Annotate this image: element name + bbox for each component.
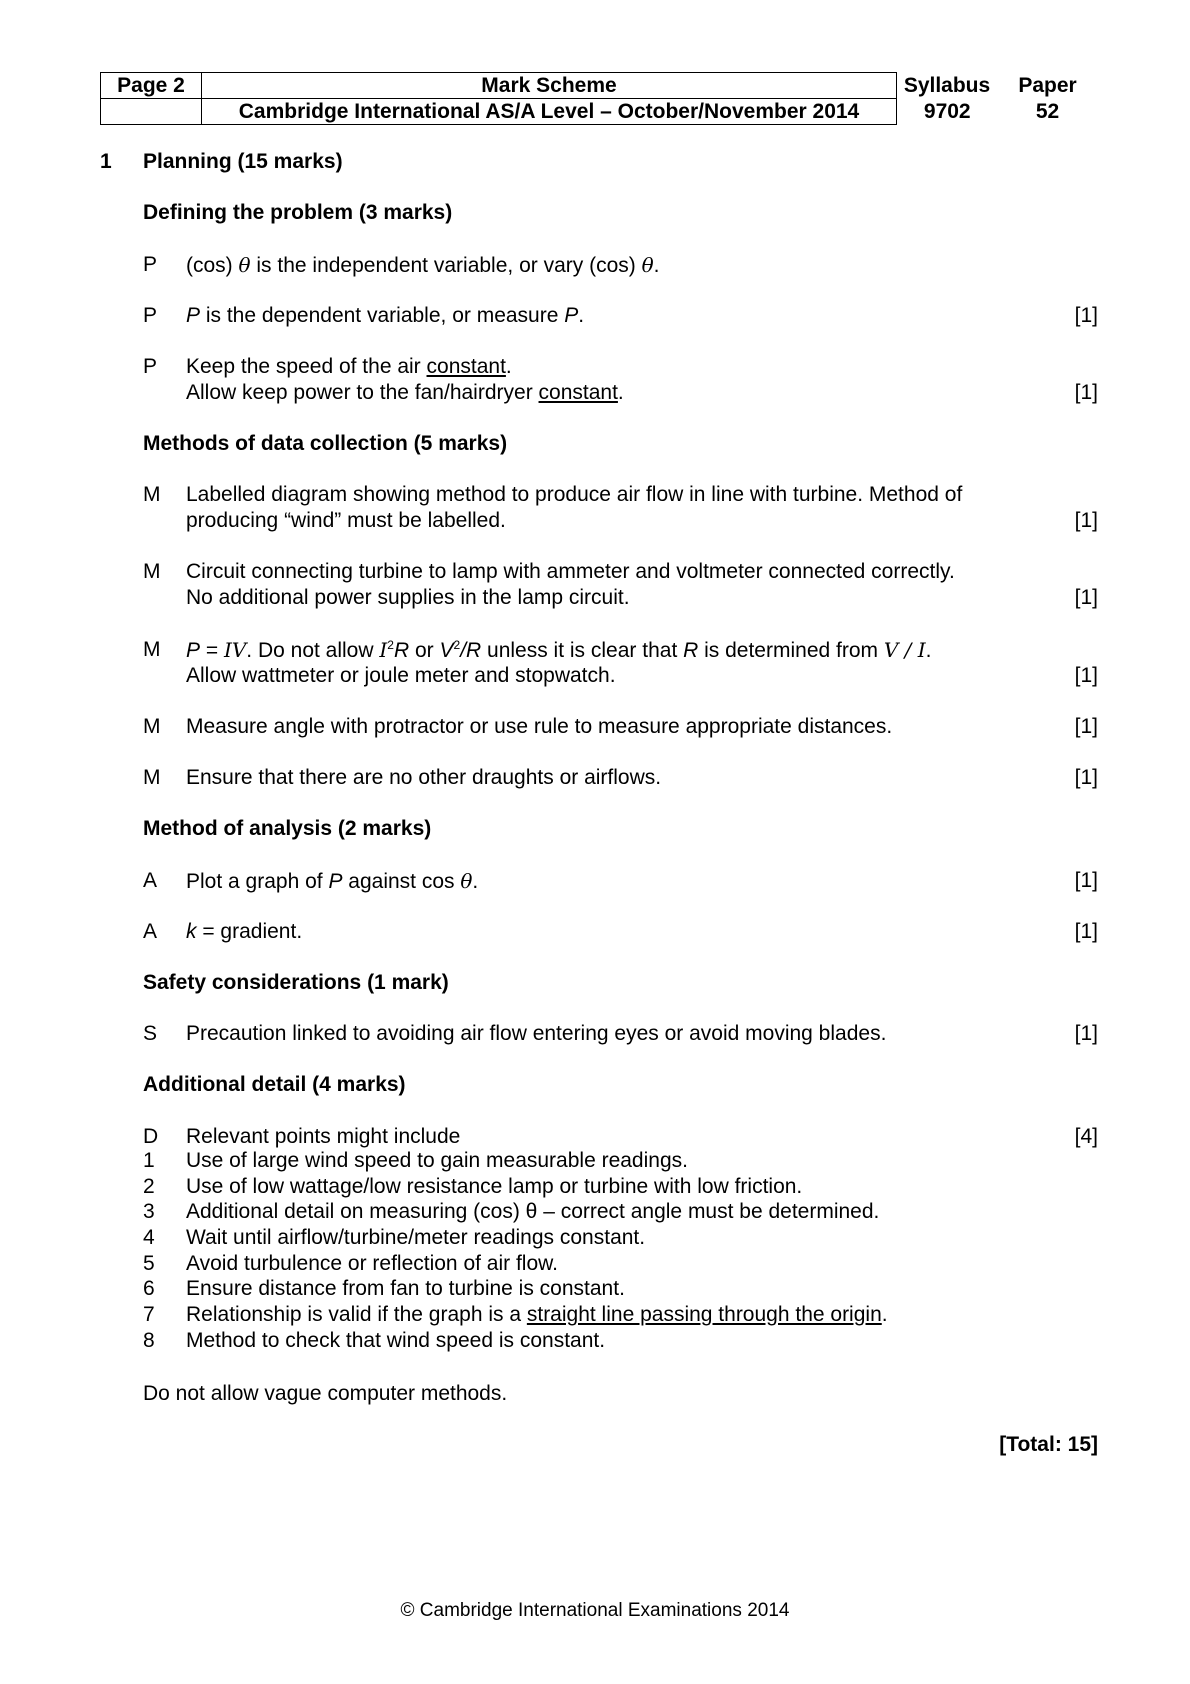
paper-value: 52 [1035, 100, 1060, 123]
item-code: P [143, 304, 158, 327]
item-text: P = IV. Do not allow $I^2R$ or $V^2/R$ unless it is clear that R is determined from V / I. [186, 638, 932, 662]
section-heading-methods: Methods of data collection (5 marks) [143, 432, 508, 455]
list-item: 2 Use of low wattage/low resistance lamp or turbine with low friction. [143, 1174, 803, 1198]
mark-value: [1] [1074, 715, 1098, 738]
header-empty-cell [101, 99, 202, 125]
item-text: Allow keep power to the fan/hairdryer constant. [186, 381, 624, 404]
header-table [100, 72, 1098, 125]
item-text: P is the dependent variable, or measure P. [186, 304, 585, 327]
item-code: S [143, 1022, 158, 1045]
list-item: 1 Use of large wind speed to gain measurable readings. [143, 1149, 688, 1172]
syllabus-value: 9702 [923, 100, 971, 123]
item-text: Plot a graph of P against cos θ. [186, 869, 479, 893]
list-item: 7 Relationship is valid if the graph is a straight line passing through the origin. [143, 1303, 888, 1327]
list-item: 5 Avoid turbulence or reflection of air flow. [143, 1251, 558, 1275]
item-code: M [143, 638, 161, 661]
mark-value: [1] [1074, 1022, 1098, 1045]
item-text: Labelled diagram showing method to produce air flow in line with turbine. Method of [186, 483, 963, 506]
mark-value: [1] [1074, 869, 1098, 892]
item-code: M [143, 766, 161, 789]
item-code: D [143, 1125, 159, 1148]
item-text: Keep the speed of the air constant. [186, 355, 512, 378]
item-text: producing “wind” must be labelled. [186, 509, 506, 532]
section-heading-defining: Defining the problem (3 marks) [143, 201, 453, 224]
item-code: M [143, 560, 161, 583]
mark-value: [1] [1074, 304, 1098, 327]
footer-copyright: © Cambridge International Examinations 2014 [400, 1600, 790, 1621]
list-item: 8 Method to check that wind speed is constant. [143, 1328, 606, 1352]
section-heading-analysis: Method of analysis (2 marks) [143, 817, 432, 840]
mark-value: [1] [1074, 509, 1098, 532]
item-code: P [143, 253, 158, 276]
item-code: M [143, 715, 161, 738]
item-code: A [143, 920, 158, 943]
list-item: 4 Wait until airflow/turbine/meter readings constant. [143, 1226, 646, 1250]
item-code: M [143, 483, 161, 506]
list-item: 3 Additional detail on measuring (cos) θ – correct angle must be determined. [143, 1200, 880, 1224]
section-heading-additional: Additional detail (4 marks) [143, 1073, 406, 1096]
header-title: Mark Scheme [202, 73, 897, 99]
item-text: Precaution linked to avoiding air flow entering eyes or avoid moving blades. [186, 1022, 887, 1045]
page-number: Page 2 [101, 73, 202, 99]
paper-label: Paper [1018, 74, 1077, 97]
header-subtitle: Cambridge International AS/A Level – October/November 2014 [202, 99, 897, 125]
section-heading-safety: Safety considerations (1 mark) [143, 971, 449, 994]
item-text: (cos) θ is the independent variable, or vary (cos) θ. [186, 253, 660, 277]
list-item: 6 Ensure distance from fan to turbine is constant. [143, 1277, 625, 1301]
note-text: Do not allow vague computer methods. [143, 1382, 508, 1405]
item-text: Relevant points might include [186, 1125, 461, 1148]
item-text: k = gradient. [186, 920, 303, 943]
syllabus-label: Syllabus [903, 74, 991, 97]
item-code: A [143, 869, 158, 892]
item-text: Circuit connecting turbine to lamp with ammeter and voltmeter connected correctly. [186, 560, 955, 583]
item-code: P [143, 355, 158, 378]
total-marks: [Total: 15] [999, 1433, 1098, 1456]
mark-value: [1] [1074, 920, 1098, 943]
mark-value: [1] [1074, 664, 1098, 687]
item-text: Ensure that there are no other draughts or airflows. [186, 766, 662, 789]
detail-list [143, 1148, 1043, 1354]
item-text: Allow wattmeter or joule meter and stopwatch. [186, 664, 616, 687]
question-number: 1 [100, 150, 112, 173]
mark-value: [1] [1074, 586, 1098, 609]
mark-value: [1] [1074, 766, 1098, 789]
mark-value: [4] [1074, 1125, 1098, 1148]
item-text: No additional power supplies in the lamp circuit. [186, 586, 630, 609]
question-title: Planning (15 marks) [143, 150, 343, 173]
item-text: Measure angle with protractor or use rule to measure appropriate distances. [186, 715, 893, 738]
mark-value: [1] [1074, 381, 1098, 404]
